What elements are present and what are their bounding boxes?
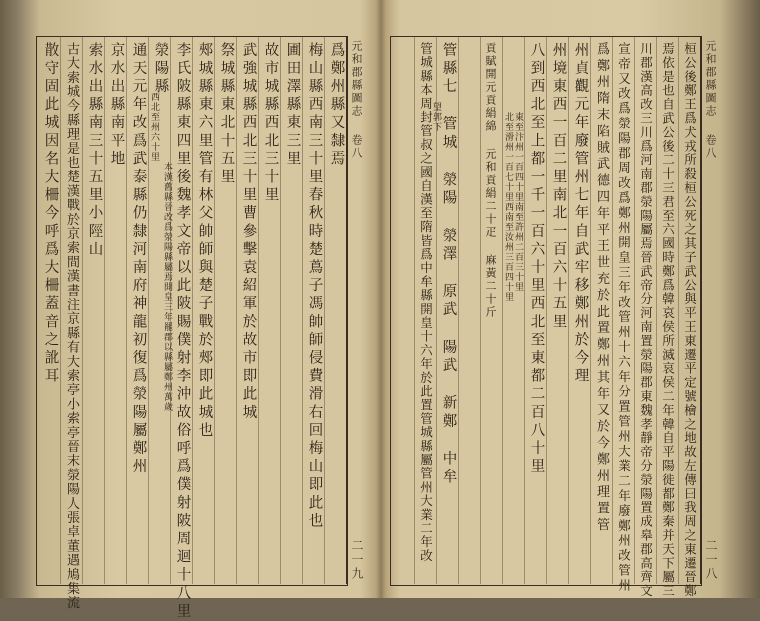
text-column: 故市城縣西北三十里 (262, 42, 279, 205)
text-column: 宣帝又改爲滎陽郡周改爲鄭州開皇三年改管州十六年分置管州大業二年廢鄭州改管州 (616, 42, 632, 594)
text-column: 散守固此城因名大柵今呼爲大柵蓋音之訛耳 (42, 42, 59, 386)
text-column: 梅山縣西南三十里春秋時楚蔦子馮帥師侵費滑右回梅山即此也 (306, 42, 323, 531)
text-column: 郟城縣東六里管有林父帥師與楚子戰於郟即此城也 (196, 42, 213, 441)
left-page (36, 14, 372, 621)
text-column: 祭城縣東北十五里 (218, 42, 235, 187)
text-column: 川郡漢高改三川爲河南郡滎陽屬焉晉武帝分河南置滎陽郡東魏孝靜帝分滎陽置成皋郡高齊文 (638, 42, 654, 598)
text-column: 通天元年改爲武泰縣仍隸河南府神龍初復爲滎陽屬鄭州 (130, 42, 147, 477)
text-column: 爲鄭州隋末陷賊武德四年平王世充於此置鄭州其年又於今鄭州理置管 (594, 42, 609, 534)
small-note: 本漢舊縣晉改爲滎陽縣屬焉開皇三年罷郡以縣屬鄭州萬歲 (162, 162, 172, 412)
text-column: 古大索城今縣理是也楚漢戰於京索間漢書注京縣有大索亭小索亭晉末滎陽人張卓董遇鳩集流 (64, 42, 79, 610)
text-column: 爲鄭州縣又隸焉 (328, 42, 345, 169)
left-header-separator (346, 36, 347, 584)
text-column: 貢賦開元貢絹綿 元和貢絹二十疋 麻黃二十斤 (484, 42, 497, 319)
left-page-number: 二一九 (350, 539, 364, 581)
text-column: 京水出縣南平地 (108, 42, 125, 169)
text-column: 州境東西一百二里南北一百六十五里 (550, 42, 567, 332)
text-column: 管縣七 管城 滎陽 滎澤 原武 陽武 新鄭 中牟 (440, 42, 457, 487)
small-note: 東至汴州一百四十里南至許州二百三十里 (513, 112, 523, 292)
right-page (390, 14, 726, 598)
text-column: 桓公後鄭王爲犬戎所殺桓公死之其子武公與平王東遷平定號檜之地故左傳曰我周之東遷晉鄭 (682, 42, 698, 598)
text-column: 州貞觀元年廢管州七年自武牢移鄭州於今理 (572, 42, 589, 386)
left-header-title: 元和郡縣圖志 (350, 40, 363, 118)
small-note: 望郭下 (431, 102, 441, 132)
left-header-volume: 卷八 (350, 134, 363, 160)
text-column: 李氏陂縣東四里後魏孝文帝以此陂賜僕射李沖故俗呼爲僕射陂周迴十八里 (174, 42, 191, 621)
right-header-volume: 卷八 (704, 134, 717, 160)
right-header-separator (700, 36, 701, 584)
small-note-pair (149, 92, 158, 162)
small-note: 西北至州六十里 (149, 92, 159, 162)
text-column: 圃田澤縣東三里 (284, 42, 301, 169)
right-header-title: 元和郡縣圖志 (704, 40, 717, 118)
text-column: 焉依是也自武公後二十三君至六國時鄭爲韓哀侯所滅哀侯二年韓自平陽徙都鄭秦并天下屬三 (660, 42, 676, 598)
text-column: 索水出縣南三十五里小陘山 (86, 42, 103, 260)
text-column: 武強城縣西北三十里曹參擊袁紹軍於故市即此城 (240, 42, 257, 423)
text-column: 管城縣本周封管叔之國自漢至隋皆爲中牟縣開皇十六年於此置管城縣屬管州大業二年改 (418, 42, 434, 563)
county-heading-xingyang: 滎陽縣 (152, 42, 169, 97)
small-note: 北至滑州一百七十里西南至汝州三百四十里 (503, 112, 513, 302)
text-column: 八到西北至上都一千一百六十里西北至東都二百八十里 (528, 42, 545, 477)
small-note-pair (503, 112, 522, 302)
right-page-number: 二一八 (704, 539, 718, 581)
